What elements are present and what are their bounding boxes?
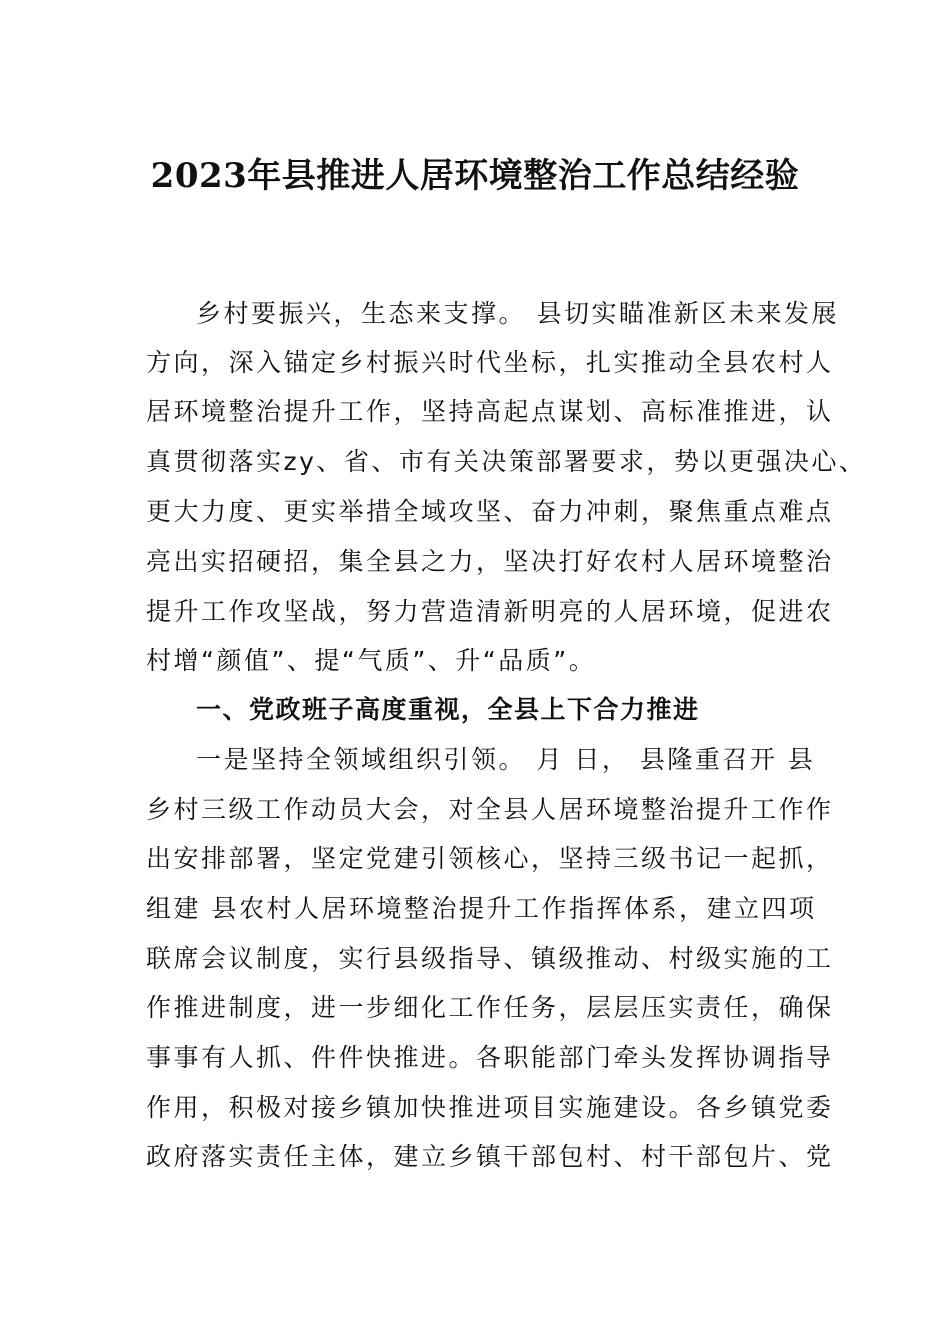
paragraph-line: 更大力度、更实举措全域攻坚、奋力冲刺，聚焦重点难点 (146, 497, 834, 526)
paragraph-line: 方向，深入锚定乡村振兴时代坐标，扎实推动全县农村人 (146, 348, 834, 377)
paragraph-line: 作用，积极对接乡镇加快推进项目实施建设。各乡镇党委 (146, 1093, 834, 1122)
paragraph-line: 居环境整治提升工作，坚持高起点谋划、高标准推进，认 (146, 397, 834, 426)
paragraph-line: 乡村要振兴，生态来支撑。 县切实瞄准新区未来发展 (196, 299, 839, 328)
paragraph-line: 村增“颜值”、提“气质”、升“品质”。 (146, 646, 597, 675)
paragraph-line: 事事有人抓、件件快推进。各职能部门牵头发挥协调指导 (146, 1043, 834, 1072)
paragraph-line: 政府落实责任主体，建立乡镇干部包村、村干部包片、党 (146, 1142, 834, 1171)
paragraph-line: 亮出实招硬招，集全县之力，坚决打好农村人居环境整治 (146, 547, 834, 576)
paragraph-line: 提升工作攻坚战，努力营造清新明亮的人居环境，促进农 (146, 597, 834, 626)
paragraph-line: 联席会议制度，实行县级指导、镇级推动、村级实施的工 (146, 944, 834, 973)
paragraph-line: 作推进制度，进一步细化工作任务，层层压实责任，确保 (146, 993, 834, 1022)
paragraph-line: 真贯彻落实zy、省、市有关决策部署要求，势以更强决心、 (146, 447, 867, 476)
paragraph-line: 乡村三级工作动员大会，对全县人居环境整治提升工作作 (146, 795, 834, 824)
document-title: 2023年县推进人居环境整治工作总结经验 (150, 156, 800, 196)
paragraph-line: 一是坚持全领域组织引领。 月 日， 县隆重召开 县 (196, 745, 816, 774)
section-heading: 一、党政班子高度重视，全县上下合力推进 (196, 695, 700, 724)
paragraph-line: 出安排部署，坚定党建引领核心，坚持三级书记一起抓， (146, 844, 834, 873)
paragraph-line: 组建 县农村人居环境整治提升工作指挥体系，建立四项 (146, 894, 817, 923)
